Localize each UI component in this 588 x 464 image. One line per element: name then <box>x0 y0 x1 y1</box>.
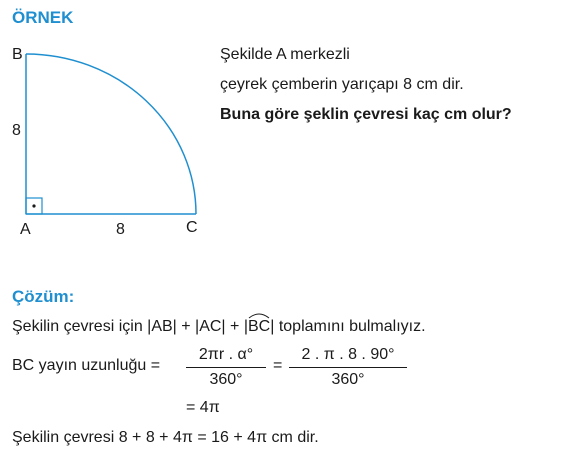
arc-bc <box>26 54 196 214</box>
solution-line-1-post: | toplamını bulmalıyız. <box>270 318 426 335</box>
problem-line-1: Şekilde A merkezli <box>220 46 350 63</box>
fraction-2-denominator: 360° <box>331 371 365 388</box>
equals-sign: = <box>273 357 283 374</box>
arc-bc-notation: BC <box>248 318 270 336</box>
label-b: B <box>12 46 23 63</box>
right-angle-dot <box>32 204 35 207</box>
final-answer: Şekilin çevresi 8 + 8 + 4π = 16 + 4π cm dir. <box>12 429 319 446</box>
fraction-2-numerator: 2 . π . 8 . 90° <box>301 346 395 363</box>
problem-line-2: çeyrek çemberin yarıçapı 8 cm dir. <box>220 76 464 93</box>
example-heading: ÖRNEK <box>12 8 74 27</box>
fraction-1-denominator: 360° <box>209 371 243 388</box>
label-side-ac: 8 <box>116 221 125 238</box>
label-a: A <box>20 221 31 238</box>
label-side-ab: 8 <box>12 122 21 139</box>
label-c: C <box>186 219 198 236</box>
solution-heading: Çözüm: <box>12 287 75 306</box>
arc-length-label: BC yayın uzunluğu = <box>12 357 161 374</box>
fraction-2 <box>289 346 407 389</box>
solution-line-1-pre: Şekilin çevresi için |AB| + |AC| + | <box>12 318 248 335</box>
problem-question: Buna göre şeklin çevresi kaç cm olur? <box>220 106 512 123</box>
arc-length-result: = 4π <box>186 399 220 416</box>
solution-line-1 <box>12 318 426 336</box>
arc-symbol <box>247 311 271 319</box>
fraction-1-numerator: 2πr . α° <box>198 346 254 363</box>
fraction-1 <box>186 346 266 389</box>
